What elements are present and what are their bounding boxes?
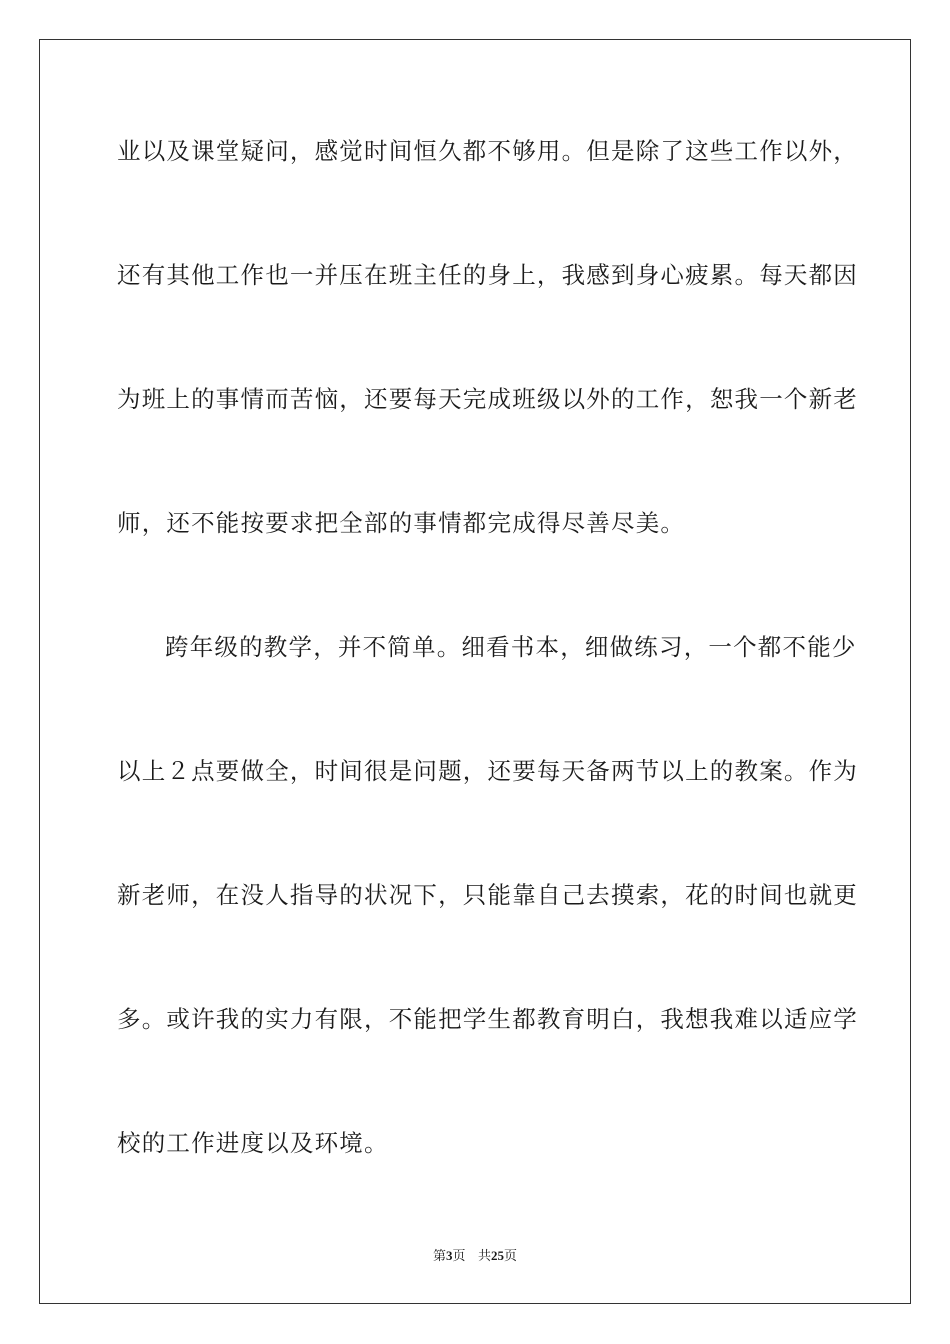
page-footer — [0, 1247, 950, 1266]
paragraph-line: 师，还不能按要求把全部的事情都完成得尽善尽美。 — [117, 509, 686, 537]
page-border — [39, 39, 911, 1304]
paragraph-line: 跨年级的教学，并不简单。细看书本，细做练习，一个都不能少 — [165, 633, 857, 661]
page-number: 3 — [446, 1248, 453, 1263]
paragraph-line: 为班上的事情而苦恼，还要每天完成班级以外的工作，恕我一个新老 — [117, 385, 858, 413]
paragraph-line: 还有其他工作也一并压在班主任的身上，我感到身心疲累。每天都因 — [117, 261, 858, 289]
paragraph-line: 多。或许我的实力有限，不能把学生都教育明白，我想我难以适应学 — [117, 1005, 858, 1033]
paragraph-line: 以上２点要做全，时间很是问题，还要每天备两节以上的教案。作为 — [117, 757, 858, 785]
page-suffix: 页 — [452, 1249, 466, 1264]
page-prefix: 第 — [433, 1249, 447, 1264]
paragraph-line: 校的工作进度以及环境。 — [117, 1129, 389, 1157]
total-prefix: 共 — [477, 1249, 491, 1264]
total-pages: 25 — [490, 1248, 504, 1263]
total-suffix: 页 — [503, 1249, 517, 1264]
paragraph-line: 新老师，在没人指导的状况下，只能靠自己去摸索，花的时间也就更 — [117, 881, 858, 909]
paragraph-line: 业以及课堂疑问，感觉时间恒久都不够用。但是除了这些工作以外， — [117, 137, 858, 165]
